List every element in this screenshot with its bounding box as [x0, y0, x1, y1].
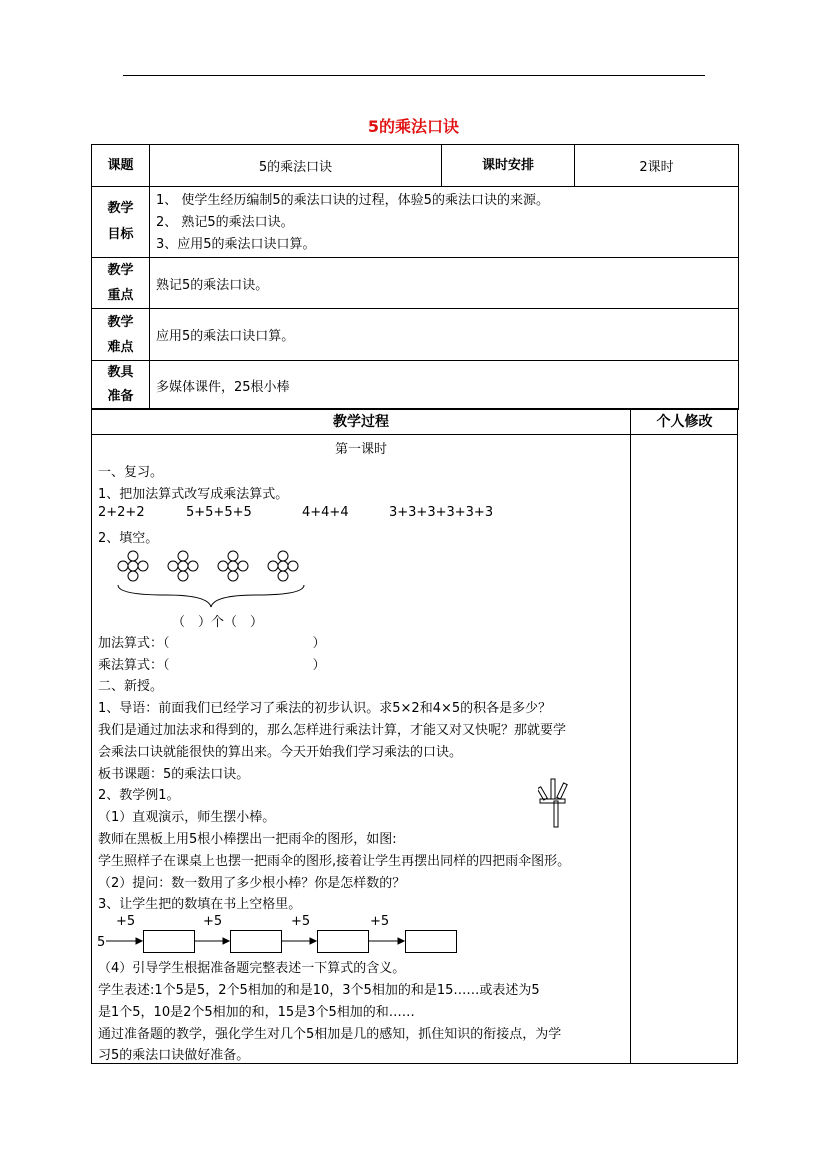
lesson-info-table — [91, 144, 739, 410]
step-4: （4）引导学生根据准备题完整表述一下算式的含义。 — [98, 961, 406, 976]
summary-2: 习5的乘法口诀做好准备。 — [98, 1048, 250, 1063]
step-1: （1）直观演示，师生摆小棒。 — [98, 810, 276, 825]
addition-formula: 加法算式：（ ） — [98, 636, 326, 651]
teacher-demo: 教师在黑板上用5根小棒摆出一把雨伞的图形，如图: — [98, 832, 397, 847]
process-body — [91, 434, 738, 1064]
task-1: 1、把加法算式改写成乘法算式。 — [98, 487, 289, 502]
focus-label-line1: 教学 — [107, 263, 134, 278]
expr-1: 2+2+2 — [98, 505, 145, 520]
process-header — [91, 408, 738, 435]
groups-blank: （ ）个（ ） — [172, 615, 264, 630]
topic-value: 5的乘法口诀 — [150, 145, 442, 187]
task-2: 2、填空。 — [98, 531, 159, 546]
schedule-value: 2课时 — [575, 145, 739, 187]
board-title: 板书课题：5的乘法口诀。 — [98, 767, 250, 782]
focus-label — [92, 258, 150, 309]
flow-start-value: 5 — [97, 935, 106, 950]
step-2: （2）提问：数一数用了多少根小棒？你是怎样数的？ — [98, 876, 406, 891]
section-review: 一、复习。 — [98, 465, 164, 480]
expr-3: 4+4+4 — [302, 505, 349, 520]
student-activity: 学生照样子在课桌上也摆一把雨伞的图形,接着让学生再摆出同样的四把雨伞图形。 — [98, 854, 571, 869]
goals-cell — [150, 187, 739, 258]
circle-groups-figure — [116, 547, 316, 615]
header-rule — [123, 75, 705, 76]
circle-group — [168, 551, 198, 581]
circle-group — [268, 551, 298, 581]
section-new: 二、新授。 — [98, 679, 164, 694]
focus-label-line2: 重点 — [107, 288, 134, 303]
flow-step-label: +5 — [116, 914, 136, 929]
step-3: 3、让学生把的数填在书上空格里。 — [98, 897, 302, 912]
flow-step-label: +5 — [203, 914, 223, 929]
flow-step-label: +5 — [370, 914, 390, 929]
difficulty-label — [92, 309, 150, 361]
flow-answer-box[interactable] — [230, 930, 282, 953]
goals-label — [92, 187, 150, 258]
student-expression-2: 是1个5，10是2个5相加的和，15是3个5相加的和…… — [98, 1005, 415, 1020]
tools-value: 多媒体课件，25根小棒 — [150, 361, 739, 410]
tools-label — [92, 361, 150, 410]
difficulty-label-line2: 难点 — [107, 339, 134, 355]
page-title: 5的乘法口诀 — [367, 117, 460, 136]
lesson-label: 第一课时 — [334, 442, 387, 457]
summary-1: 通过准备题的教学，强化学生对几个5相加是几的感知，抓住知识的衔接点，为学 — [98, 1027, 562, 1042]
circle-group — [218, 551, 248, 581]
example-heading: 2、教学例1。 — [98, 788, 180, 803]
flow-answer-box[interactable] — [405, 930, 457, 953]
paragraph-intro-3: 会乘法口诀就能很快的算出来。今天开始我们学习乘法的口诀。 — [98, 745, 463, 760]
umbrella-sticks-icon — [538, 777, 576, 829]
goal-item: 1、 使学生经历编制5的乘法口诀的过程，体验5的乘法口诀的来源。 — [156, 193, 549, 208]
difficulty-value: 应用5的乘法口诀口算。 — [150, 309, 739, 361]
goal-item: 3、应用5的乘法口诀口算。 — [156, 237, 316, 252]
tools-label-line1: 教具 — [107, 365, 134, 380]
student-expression-1: 学生表述:1个5是5，2个5相加的和是10，3个5相加的和是15……或表述为5 — [98, 983, 540, 998]
multiplication-formula: 乘法算式：（ ） — [98, 658, 326, 673]
process-title: 教学过程 — [333, 414, 389, 430]
flow-step-label: +5 — [291, 914, 311, 929]
expr-2: 5+5+5+5 — [186, 505, 252, 520]
revision-title: 个人修改 — [630, 409, 738, 435]
flow-answer-box[interactable] — [143, 930, 195, 953]
paragraph-intro-1: 1、导语：前面我们已经学习了乘法的初步认识。求5×2和4×5的积各是多少？ — [98, 701, 552, 716]
column-divider — [630, 435, 631, 1063]
topic-label: 课题 — [92, 145, 150, 187]
difficulty-label-line1: 教学 — [107, 314, 134, 330]
circle-group — [118, 551, 148, 581]
goal-item: 2、 熟记5的乘法口诀。 — [156, 215, 294, 230]
goals-label-line2: 目标 — [107, 227, 134, 242]
focus-value: 熟记5的乘法口诀。 — [150, 258, 739, 309]
tools-label-line2: 准备 — [107, 389, 134, 404]
goals-label-line1: 教学 — [107, 201, 134, 216]
expr-4: 3+3+3+3+3+3 — [389, 505, 494, 520]
schedule-label: 课时安排 — [442, 145, 575, 187]
flow-answer-box[interactable] — [317, 930, 369, 953]
paragraph-intro-2: 我们是通过加法求和得到的，那么怎样进行乘法计算，才能又对又快呢？那就要学 — [98, 723, 567, 738]
group-brace — [118, 585, 304, 607]
